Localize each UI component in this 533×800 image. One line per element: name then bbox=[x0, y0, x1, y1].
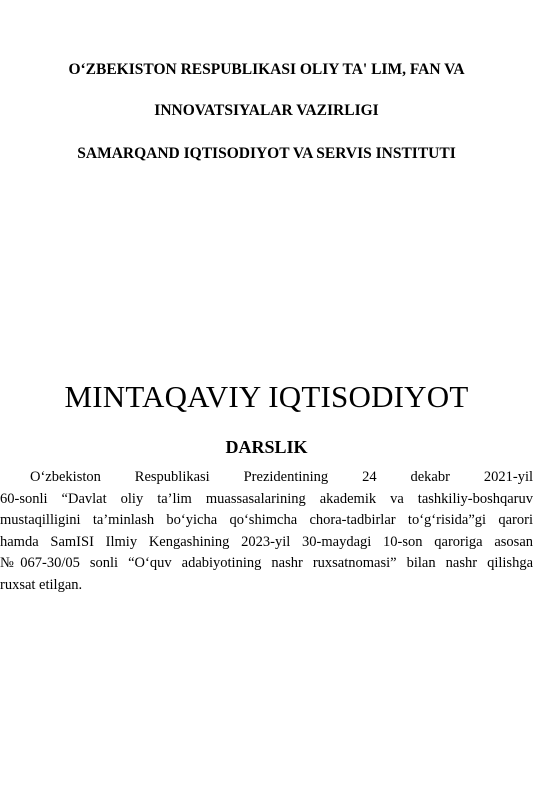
paragraph-line: mustaqilligini ta’minlash bo‘yicha qo‘shimcha chora-tadbirlar to‘g‘risida”gi qarori bbox=[0, 512, 533, 528]
book-title: MINTAQAVIY IQTISODIYOT bbox=[64, 379, 469, 414]
approval-paragraph bbox=[0, 467, 533, 596]
paragraph-line: O‘zbekiston Respublikasi Prezidentining 24 dekabr 2021-yil bbox=[30, 469, 533, 485]
paragraph-line: №067-30/05 sonli “O‘quv adabiyotining nashr ruxsatnomasi” bilan nashr qilishga bbox=[0, 555, 533, 571]
institute-heading: SAMARQAND IQTISODIYOT VA SERVIS INSTITUTI bbox=[77, 145, 456, 162]
paragraph-line: ruxsat etilgan. bbox=[0, 576, 83, 593]
ministry-heading-line-2: INNOVATSIYALAR VAZIRLIGI bbox=[154, 102, 379, 119]
paragraph-line: hamda SamISI Ilmiy Kengashining 2023-yil 30-maydagi 10-son qaroriga asosan bbox=[0, 533, 533, 550]
paragraph-line: 60-sonli “Davlat oliy ta’lim muassasalarining akademik va tashkiliy-boshqaruv bbox=[0, 490, 533, 507]
ministry-heading-line-1: O‘ZBEKISTON RESPUBLIKASI OLIY TA' LIM, FAN VA bbox=[68, 61, 465, 78]
book-type-label: DARSLIK bbox=[225, 437, 308, 457]
